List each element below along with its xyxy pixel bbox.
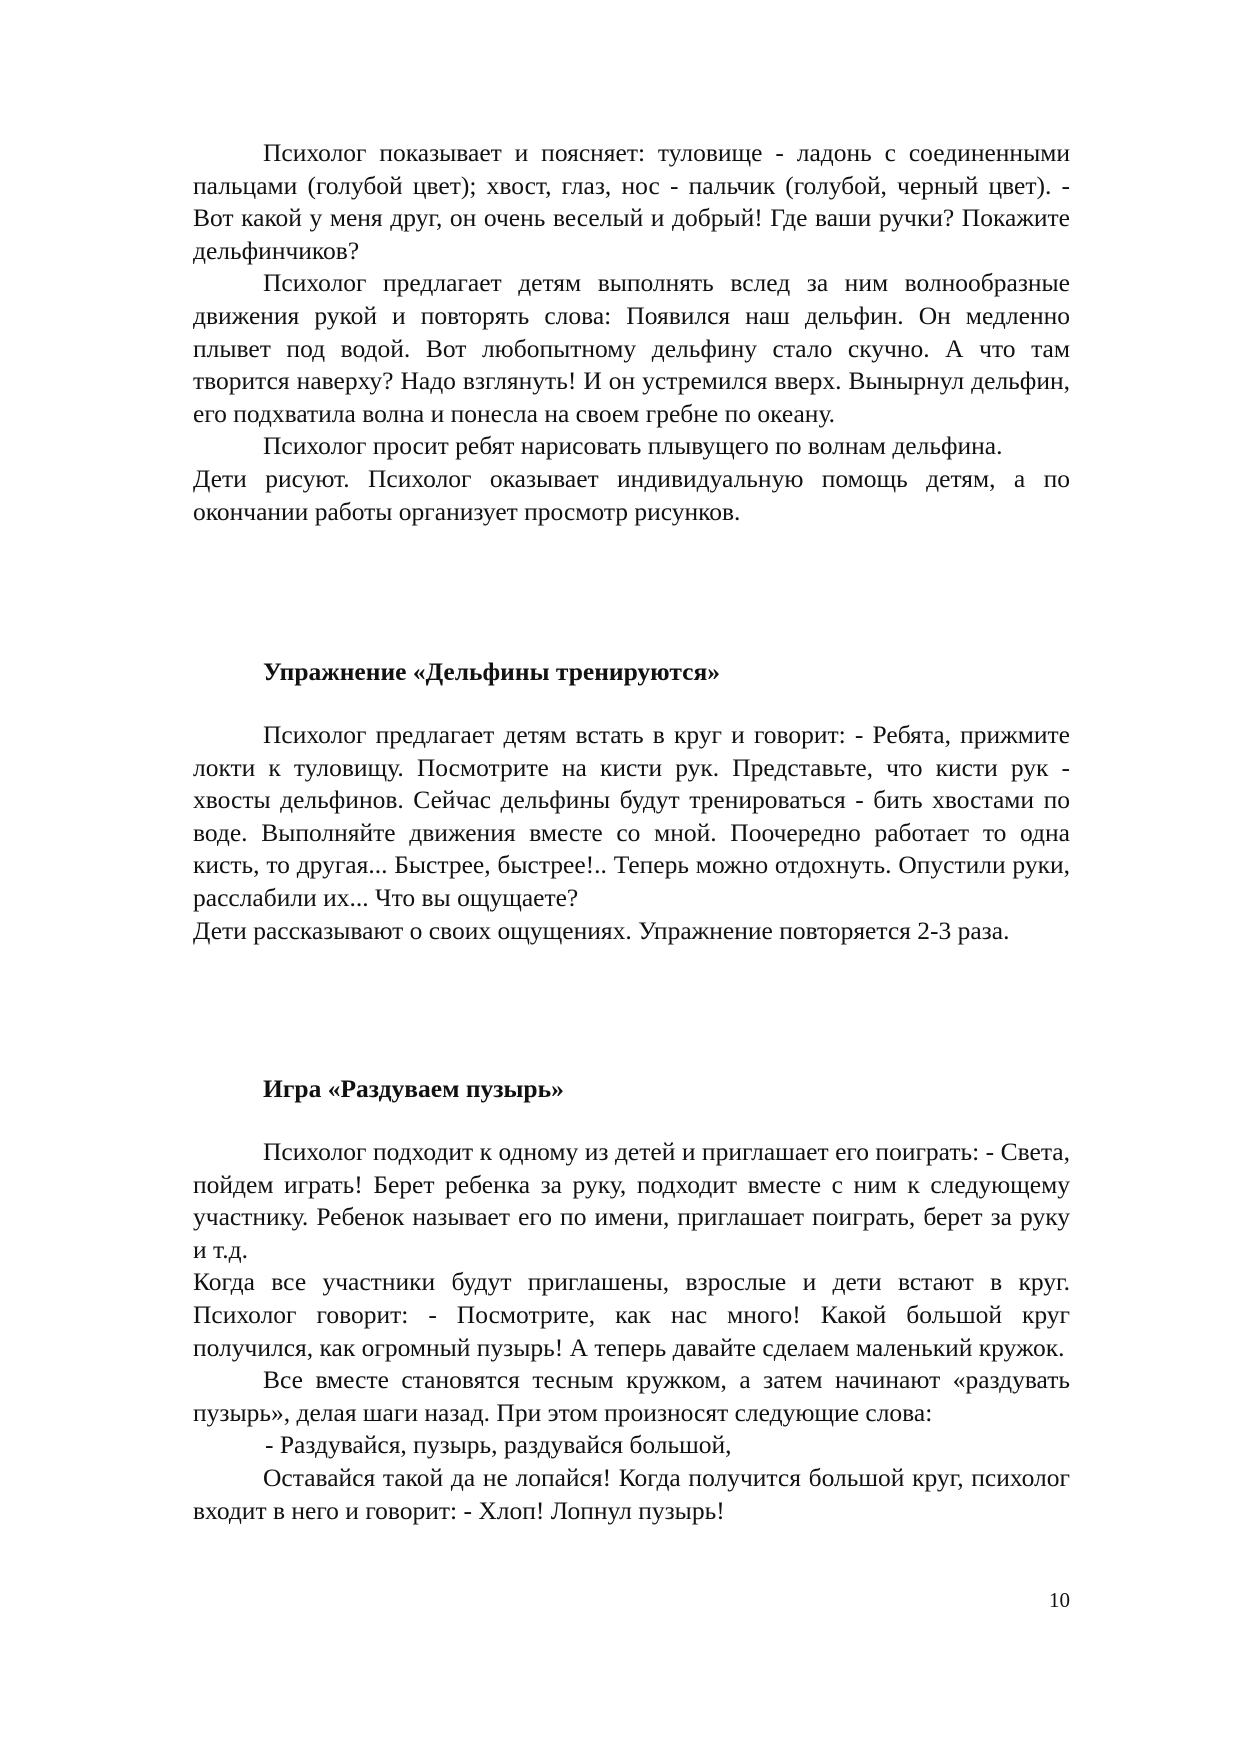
paragraph: Психолог показывает и поясняет: туловище - ладонь с соединенными пальцами (голубой цвет); хвост, глаз, нос - пальчик (голубой, черный цвет). - Вот какой у меня друг, он очень веселый и добрый! Где ваши ручки? Покажите дельфинчиков?: [193, 138, 1070, 265]
section-heading: Упражнение «Дельфины тренируются»: [263, 657, 721, 686]
section-heading: Игра «Раздуваем пузырь»: [263, 1074, 564, 1103]
page-number: 10: [1049, 1588, 1070, 1612]
paragraph: Психолог подходит к одному из детей и приглашает его поиграть: - Света, пойдем играть! Берет ребенка за руку, подходит вместе с ним к следующему участнику. Ребенок называет его по имени, приглашает поиграть, берет за руку и т.д.: [193, 1137, 1070, 1264]
paragraph: Когда все участники будут приглашены, взрослые и дети встают в круг. Психолог говорит: - Посмотрите, как нас много! Какой большой круг получился, как огромный пузырь! А теперь давайте сделаем маленький кружок.: [193, 1267, 1070, 1362]
paragraph: Оставайся такой да не лопайся! Когда получится большой круг, психолог входит в него и говорит: - Хлоп! Лопнул пузырь!: [193, 1462, 1070, 1525]
section-3-text: [193, 1136, 1070, 1527]
paragraph: Дети рассказывают о своих ощущениях. Упражнение повторяется 2-3 раза.: [193, 915, 1010, 945]
section-2-text: [193, 719, 1070, 947]
paragraph: Психолог просит ребят нарисовать плывущего по волнам дельфина.: [263, 431, 1003, 461]
paragraph: Дети рисуют. Психолог оказывает индивидуальную помощь детям, а по окончании работы организует просмотр рисунков.: [193, 463, 1070, 526]
section-1-text: [193, 137, 1070, 528]
poem-line: - Раздувайся, пузырь, раздувайся большой,: [265, 1430, 732, 1460]
paragraph: Психолог предлагает детям выполнять вслед за ним волнообразные движения рукой и повторять слова: Появился наш дельфин. Он медленно плывет под водой. Вот любопытному дельфину стало скучно. А что там творится наверху? Надо взглянуть! И он устремился вверх. Вынырнул дельфин, его подхватила волна и понесла на своем гребне по океану.: [193, 268, 1070, 428]
paragraph: Все вместе становятся тесным кружком, а затем начинают «раздувать пузырь», делая шаги назад. При этом произносят следующие слова:: [193, 1365, 1070, 1427]
paragraph: Психолог предлагает детям встать в круг и говорит: - Ребята, прижмите локти к туловищу. Посмотрите на кисти рук. Представьте, что кисти рук - хвосты дельфинов. Сейчас дельфины будут тренироваться - бить хвостами по воде. Выполняйте движения вместе со мной. Поочередно работает то одна кисть, то другая... Быстрее, быстрее!.. Теперь можно отдохнуть. Опустили руки, расслабили их... Что вы ощущаете?: [193, 720, 1070, 912]
